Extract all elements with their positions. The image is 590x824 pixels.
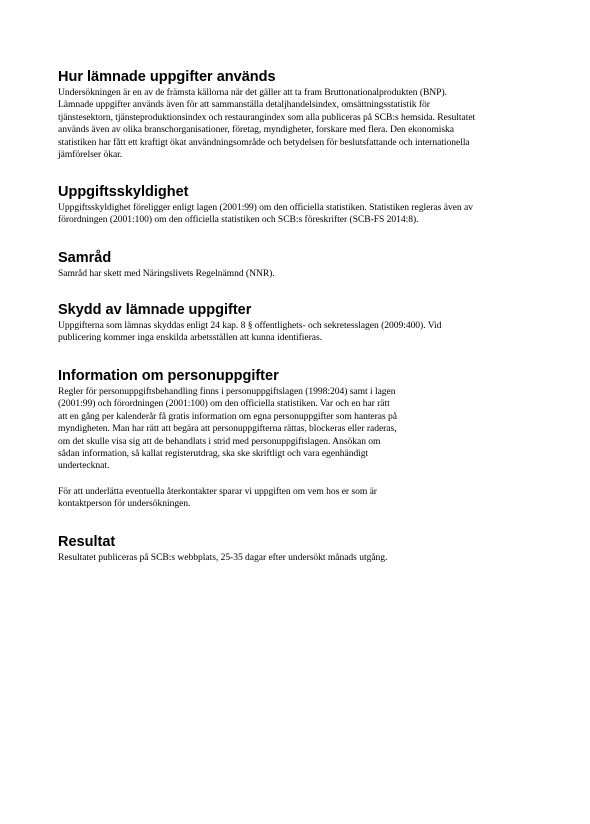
section-personal-data bbox=[58, 368, 397, 511]
text-line: tjänstesektorn, tjänsteproduktionsindex och restaurangindex som alla publiceras på SCB:s hemsida. Resultatet bbox=[58, 111, 476, 123]
text-line: Resultatet publiceras på SCB:s webbplats, 25-35 dagar efter undersökt månads utgång. bbox=[58, 552, 388, 563]
text-line: sådan information, så kallat registerutdrag, ska ske skriftligt och vara egenhändigt bbox=[58, 448, 369, 460]
section-body bbox=[58, 552, 387, 564]
text-line: Lämnade uppgifter används även för att sammanställa detaljhandelsindex, omsättningsstatistik för bbox=[58, 99, 430, 111]
text-line: Samråd har skett med Näringslivets Regelnämnd (NNR). bbox=[58, 268, 275, 279]
section-body bbox=[58, 202, 473, 227]
text-line: Undersökningen är en av de främsta källorna när det gäller att ta fram Bruttonationalprodukten (BNP). bbox=[58, 87, 447, 98]
text-line: Uppgifterna som lämnas skyddas enligt 24 kap. 8 § offentlighets- och sekretesslagen (2009:400). Vid bbox=[58, 320, 442, 331]
section-body bbox=[58, 268, 275, 280]
section-heading: Resultat bbox=[58, 534, 116, 550]
section-consultation bbox=[58, 250, 275, 280]
section-heading: Skydd av lämnade uppgifter bbox=[58, 302, 252, 318]
section-heading: Hur lämnade uppgifter används bbox=[58, 69, 276, 85]
text-line: används även av olika branschorganisationer, företag, myndigheter, forskare med flera. Den ekonomiska bbox=[58, 124, 455, 136]
text-line: att en gång per kalenderår få gratis information om egna personuppgifter som hanteras på bbox=[58, 410, 397, 422]
text-line: Regler för personuppgiftsbehandling finns i personuppgiftslagen (1998:204) samt i lagen bbox=[58, 386, 396, 397]
text-line: kontaktperson för undersökningen. bbox=[58, 498, 191, 510]
text-line: publicering kommer inga enskilda arbetsställen att kunna identifieras. bbox=[58, 332, 322, 344]
section-heading: Samråd bbox=[58, 250, 112, 266]
text-line: jämförelser ökar. bbox=[58, 149, 123, 161]
section-results bbox=[58, 534, 387, 564]
section-body bbox=[58, 87, 475, 161]
section-heading: Uppgiftsskyldighet bbox=[58, 184, 189, 200]
section-body bbox=[58, 386, 397, 511]
section-protection bbox=[58, 302, 441, 345]
paragraph-gap bbox=[58, 473, 397, 486]
text-line: om det skulle visa sig att de behandlats i strid med personuppgiftslagen. Ansökan om bbox=[58, 435, 381, 447]
text-line: För att underlätta eventuella återkontakter sparar vi uppgiften om vem hos er som är bbox=[58, 485, 377, 497]
text-line: förordningen (2001:100) om den officiella statistiken och SCB:s föreskrifter (SCB-FS 2014:8). bbox=[58, 214, 419, 226]
text-line: (2001:99) och förordningen (2001:100) om den officiella statistiken. Var och en har rätt bbox=[58, 398, 390, 410]
section-usage bbox=[58, 69, 475, 161]
section-heading: Information om personuppgifter bbox=[58, 368, 279, 384]
text-line: statistiken har fått ett kraftigt ökat användningsområde och betydelsen för beslutsfattande och internationella bbox=[58, 136, 470, 148]
section-obligation bbox=[58, 184, 473, 227]
text-line: Uppgiftsskyldighet föreligger enligt lagen (2001:99) om den officiella statistiken. Statistiken regleras även av bbox=[58, 202, 473, 213]
text-line: myndigheten. Man har rätt att begära att personuppgifterna rättas, blockeras eller raderas, bbox=[58, 423, 397, 435]
text-line: undertecknat. bbox=[58, 460, 110, 472]
section-body bbox=[58, 320, 441, 345]
